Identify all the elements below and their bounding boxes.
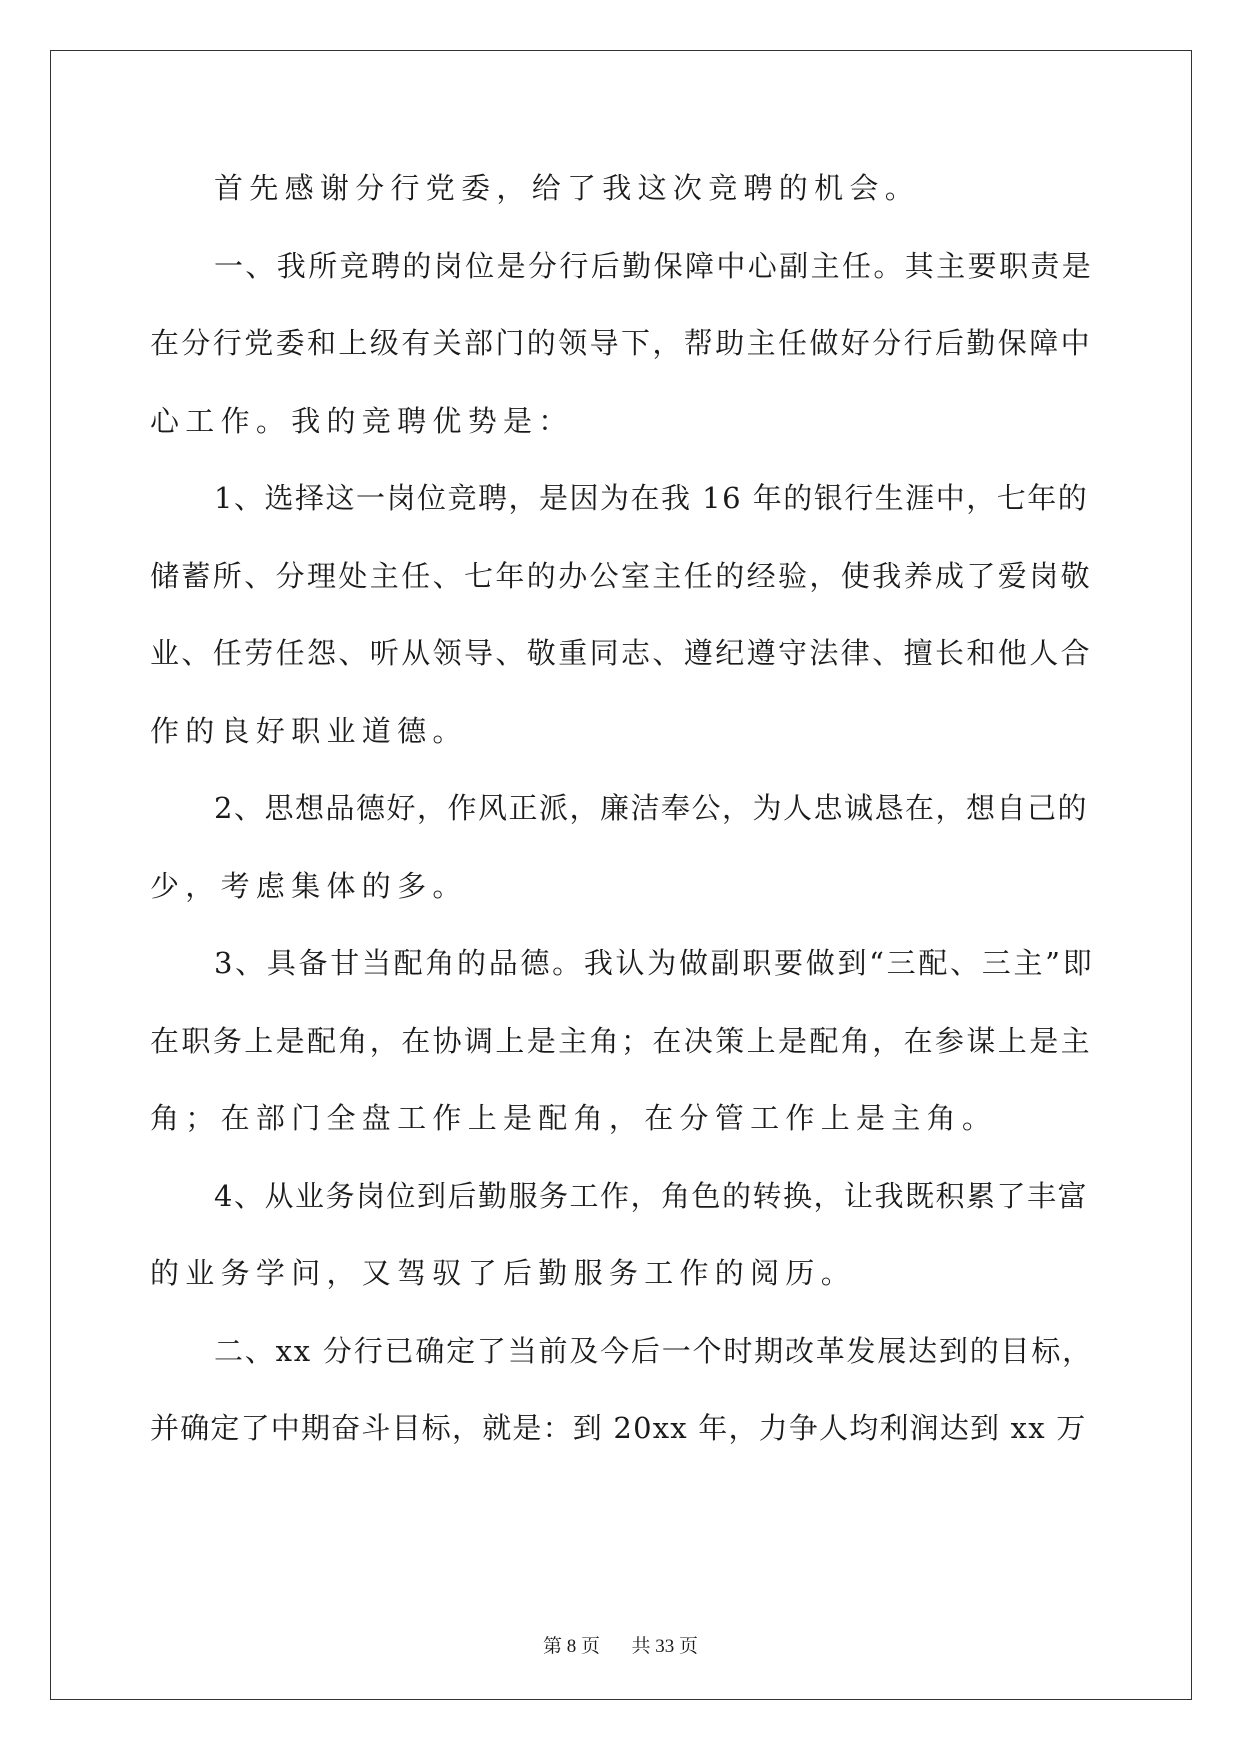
- paragraph-line: 二、xx 分行已确定了当前及今后一个时期改革发展达到的目标，: [214, 1333, 1093, 1368]
- paragraph-line: 作的良好职业道德。: [150, 713, 468, 748]
- paragraph-line: 3、具备甘当配角的品德。我认为做副职要做到“三配、三主”即: [214, 946, 1095, 980]
- paragraph-line: 并确定了中期奋斗目标，就是：到 20xx 年，力争人均利润达到 xx 万: [150, 1411, 1087, 1445]
- paragraph-line: 2、思想品德好，作风正派，廉洁奉公，为人忠诚恳在，想自己的: [214, 791, 1088, 825]
- paragraph-line: 4、从业务岗位到后勤服务工作，角色的转换，让我既积累了丰富: [214, 1178, 1088, 1213]
- paragraph-line: 少，考虑集体的多。: [150, 868, 468, 903]
- current-page-number: 第 8 页: [542, 1636, 600, 1657]
- document-body: [150, 153, 1095, 1471]
- paragraph-line: 一、我所竞聘的岗位是分行后勤保障中心副主任。其主要职责是: [214, 248, 1094, 283]
- paragraph-line: 的业务学问，又驾驭了后勤服务工作的阅历。: [150, 1256, 857, 1290]
- paragraph-line: 在职务上是配角，在协调上是主角；在决策上是配角，在参谋上是主: [150, 1023, 1093, 1058]
- total-page-count: 共 33 页: [631, 1636, 699, 1657]
- paragraph-line: 业、任劳任怨、听从领导、敬重同志、遵纪遵守法律、擅长和他人合: [150, 636, 1093, 670]
- paragraph-line: 在分行党委和上级有关部门的领导下，帮助主任做好分行后勤保障中: [150, 326, 1093, 360]
- paragraph-line: 角；在部门全盘工作上是配角，在分管工作上是主角。: [150, 1101, 998, 1135]
- paragraph-line: 储蓄所、分理处主任、七年的办公室主任的经验，使我养成了爱岗敬: [150, 558, 1093, 593]
- paragraph-line: 心工作。我的竞聘优势是：: [150, 403, 574, 438]
- paragraph-line: 1、选择这一岗位竞聘，是因为在我 16 年的银行生涯中，七年的: [214, 481, 1089, 515]
- page-footer: [0, 1632, 1241, 1662]
- paragraph-line: 首先感谢分行党委，给了我这次竞聘的机会。: [214, 171, 921, 205]
